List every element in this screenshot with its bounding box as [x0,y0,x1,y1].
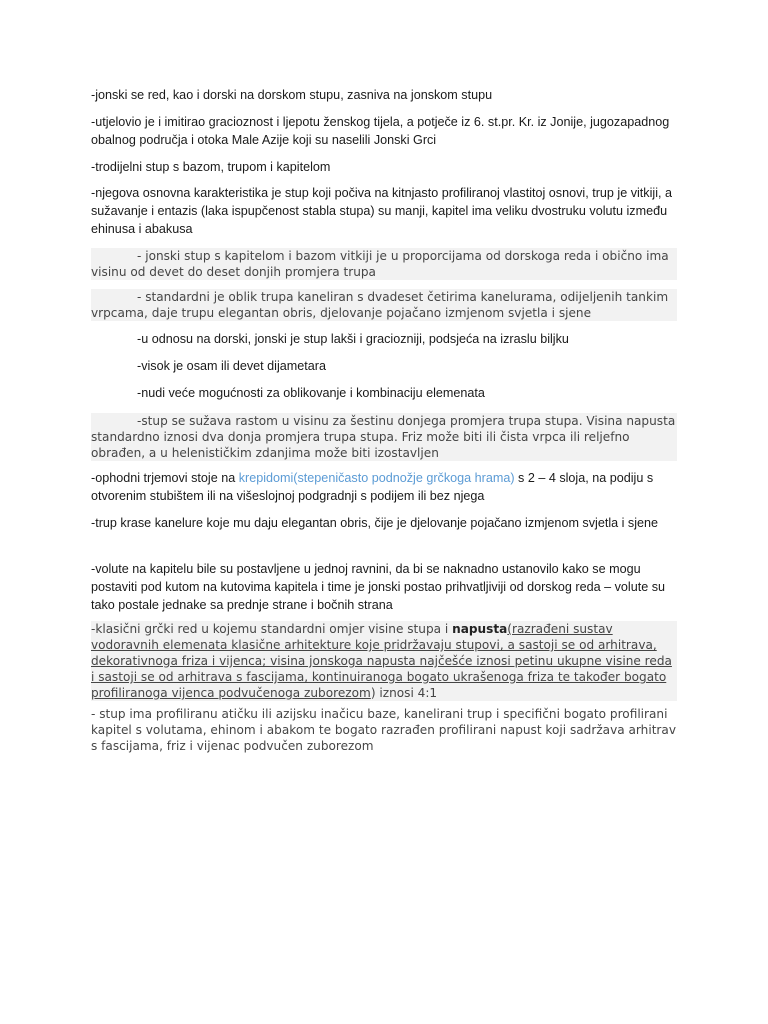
paragraph-6: - standardni je oblik trupa kaneliran s dvadeset četirima kanelurama, odijeljenih tankim vrpcama, daje trupu elegantan obris, djelovanje pojačano izmjenom svjetla i sjene [91,289,677,321]
paragraph-14-text-start: -klasični grčki red u kojemu standardni omjer visine stupa i [91,622,453,636]
paragraph-11 [91,469,677,505]
paragraph-15: - stup ima profiliranu atičku ili azijsku inačicu baze, kanelirani trup i specifični bogato profilirani kapitel s volutama, ehinom i abakom te bogato razrađen profilirani napust koji sadržava arhitrav s fascijama, friz i vijenac podvučen zuborezom [91,707,676,753]
paragraph-11-text-end: s 2 – 4 sloja, na podiju s otvorenim stubištem ili na višeslojnoj podgradnji s podijem ili bez njega [91,471,654,503]
paragraph-5: - jonski stup s kapitelom i bazom vitkiji je u proporcijama od dorskoga reda i obično ima visinu od devet do deset donjih promjera trupa [91,248,677,280]
paragraph-9: -nudi veće mogućnosti za oblikovanje i kombinaciju elemenata [137,386,485,400]
paragraph-4: -njegova osnovna karakteristika je stup koji počiva na kitnjasto profiliranoj vlastitoj osnovi, trup je vitkiji, a sužavanje i entazis (laka ispupčenost stabla stupa) su manji, kapitel ima veliku dvostruku volutu između ehinusa i abakusa [91,186,672,236]
paragraph-8: -visok je osam ili devet dijametara [137,359,326,373]
paragraph-12: -trup krase kanelure koje mu daju elegantan obris, čije je djelovanje pojačano izmjenom svjetla i sjene [91,516,659,530]
paragraph-14-text-end: ) iznosi 4:1 [370,686,438,700]
paragraph-2: -utjelovio je i imitirao gracioznost i ljepotu ženskog tijela, a potječe iz 6. st.pr. Kr. iz Jonije, jugozapadnog obalnog područja i otoka Male Azije koji su naselili Jonski Grci [91,115,670,147]
paragraph-11-text-start: -ophodni trjemovi stoje na [91,471,239,485]
paragraph-14 [91,621,677,701]
paragraph-13: -volute na kapitelu bile su postavljene u jednoj ravnini, da bi se naknadno ustanovilo kako se mogu postaviti pod kutom na kutovima kapitela i time je jonski postao prihvatljiviji od dorskog reda – volute su tako postale jednake sa prednje strane i bočnih strana [91,562,666,612]
paragraph-1: -jonski se red, kao i dorski na dorskom stupu, zasniva na jonskom stupu [91,88,493,102]
paragraph-10: -stup se sužava rastom u visinu za šestinu donjega promjera trupa stupa. Visina napusta standardno iznosi dva donja promjera trupa stupa. Friz može biti ili čista vrpca ili reljefno obrađen, a u helenističkim zdanjima može biti izostavljen [91,414,676,460]
paragraph-7: -u odnosu na dorski, jonski je stup lakši i graciozniji, podsjeća na izraslu biljku [137,332,569,346]
krepidomi-link[interactable]: krepidomi(stepeničasto podnožje grčkoga hrama) [238,471,515,485]
paragraph-3: -trodijelni stup s bazom, trupom i kapitelom [91,160,331,174]
napusta-definition: (razrađeni sustav vodoravnih elemenata klasične arhitekture koje pridržavaju stupovi, a sastoji se od arhitrava, dekorativnoga friza i vijenca; visina jonskoga napusta najčešće iznosi petinu ukupne visine reda i sastoji se od arhitrava s fascijama, kontinuiranoga bogato ukrašenoga friza te također bogato profiliranoga vijenca podvučenoga zuborezom [91,622,672,700]
napusta-term: napusta [452,622,508,636]
